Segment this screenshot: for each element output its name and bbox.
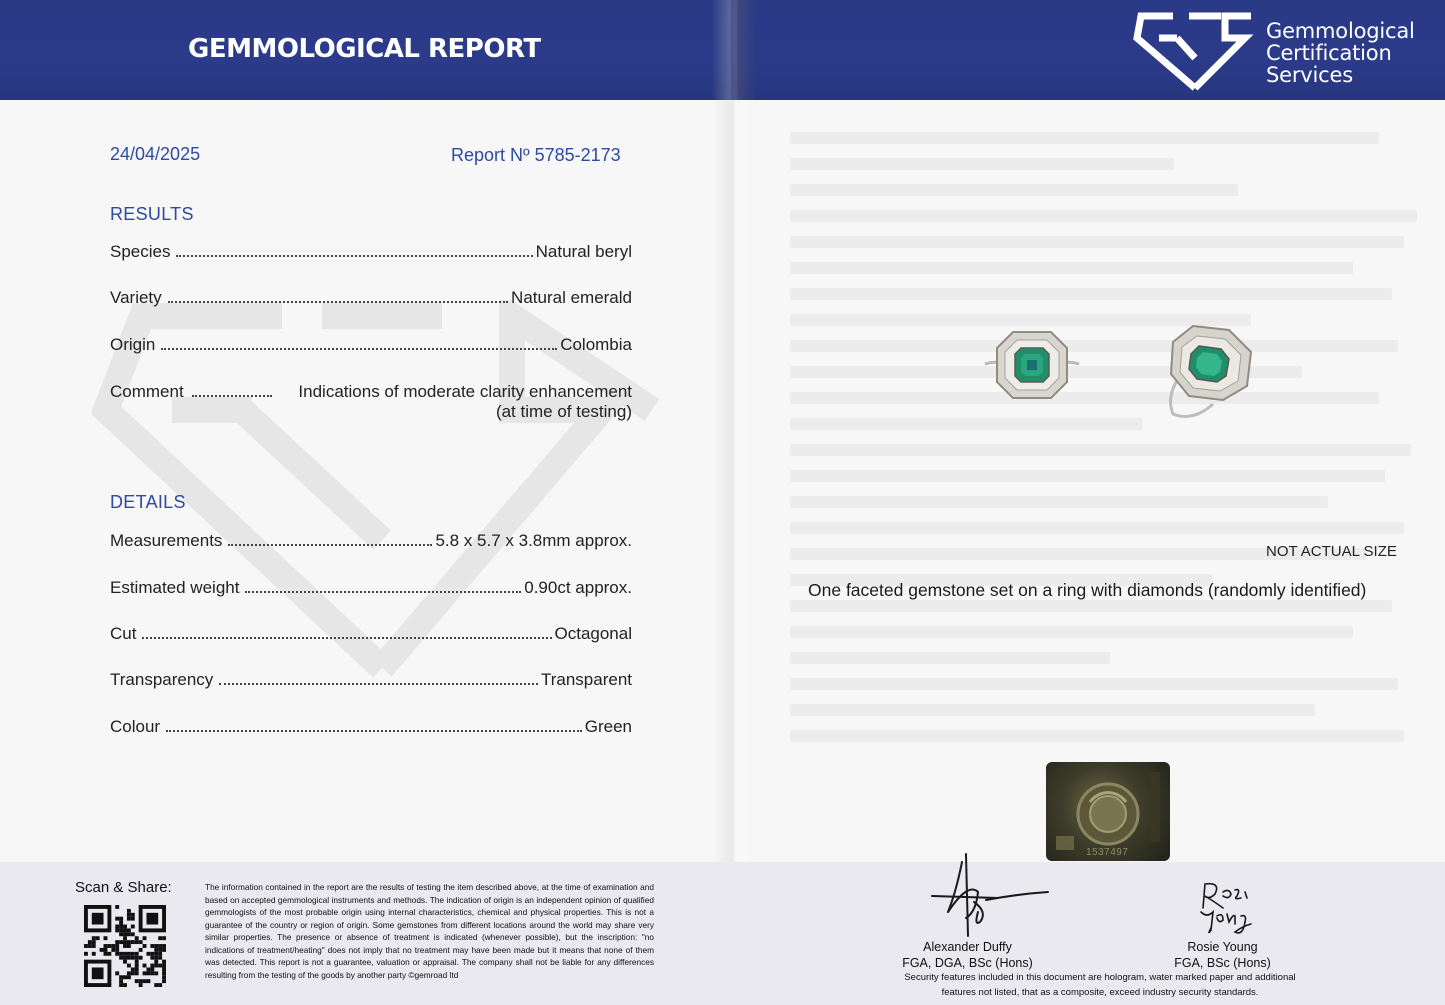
image-caption: One faceted gemstone set on a ring with diamonds (randomly identified) xyxy=(808,580,1367,600)
dot-leader xyxy=(228,544,432,546)
details-heading: DETAILS xyxy=(110,492,186,512)
report-date: 24/04/2025 xyxy=(110,144,201,164)
scan-share-label: Scan & Share: xyxy=(75,879,172,896)
result-row-species xyxy=(110,238,632,262)
row-label: Estimated weight xyxy=(110,578,240,597)
page-fold xyxy=(712,0,756,1005)
logo-company-name xyxy=(1266,20,1415,86)
signer-name: Alexander Duffy xyxy=(923,940,1012,954)
result-row-origin xyxy=(110,331,632,355)
security-line: Security features included in this document are hologram, water marked paper and additional xyxy=(904,972,1296,983)
disclaimer-text: The information contained in the report are the results of testing the item described above, at the time of examination and based on accepted gemmological instruments and methods. The indication of origin is an independent opinion of qualified gemmologists of the most probable origin using internal characteristics, chemical and physical properties. This is not a guarantee of the country or region of origin. Some gemstones from different locations around the world may share very similar properties. The presence or absence of treatment is indicated (whenever possible), but the inscription: "no indications of treatment/heating" does not imply that no treatment may have been made but it means that none of them was detected. This report is not a guarantee, valuation or appraisal. The company shall not be liable for any differences resulting from the testing of the goods by another party ©gemroad ltd xyxy=(205,882,654,980)
ring-photo-front-icon xyxy=(983,328,1081,402)
not-actual-size-note: NOT ACTUAL SIZE xyxy=(1266,543,1397,560)
security-line: features not listed, that as a composite, exceed industry security standards. xyxy=(941,987,1259,998)
row-value: 0.90ct approx. xyxy=(524,578,632,597)
logo-name-line: Services xyxy=(1266,63,1353,87)
signer-name: Rosie Young xyxy=(1187,940,1258,954)
row-value: Natural beryl xyxy=(535,242,632,261)
signature-rosie-young-icon xyxy=(1193,878,1259,938)
faint-background-terms xyxy=(790,132,1430,832)
row-value: Natural emerald xyxy=(511,288,632,307)
row-label: Cut xyxy=(110,624,137,643)
row-label: Species xyxy=(110,242,171,261)
report-title: GEMMOLOGICAL REPORT xyxy=(188,34,541,64)
dot-leader xyxy=(142,637,551,639)
dot-leader xyxy=(192,395,272,397)
row-label: Comment xyxy=(110,382,184,401)
row-value: Octagonal xyxy=(554,624,632,643)
row-value: Transparent xyxy=(540,670,632,689)
signer-credentials: FGA, DGA, BSc (Hons) xyxy=(902,956,1033,970)
result-row-comment xyxy=(110,378,632,426)
signature-alexander-duffy-icon xyxy=(928,852,1050,940)
dot-leader xyxy=(245,591,521,593)
row-value: Indications of moderate clarity enhancement xyxy=(298,382,632,401)
dot-leader xyxy=(161,348,557,350)
logo-name-line: Certification xyxy=(1266,41,1392,65)
row-value: 5.8 x 5.7 x 3.8mm approx. xyxy=(435,531,632,550)
ring-photo-angle-icon xyxy=(1163,324,1255,422)
row-label: Origin xyxy=(110,335,156,354)
dot-leader xyxy=(166,730,582,732)
row-value-continued: (at time of testing) xyxy=(495,402,632,421)
detail-row-measurements xyxy=(110,527,632,551)
row-label: Measurements xyxy=(110,531,223,550)
qr-code-icon[interactable] xyxy=(84,905,166,987)
dot-leader xyxy=(219,683,538,685)
gcs-logo-icon xyxy=(1133,8,1257,94)
row-value: Green xyxy=(584,717,632,736)
report-number: Report Nº 5785-2173 xyxy=(451,145,621,165)
detail-row-weight xyxy=(110,574,632,598)
results-heading: RESULTS xyxy=(110,204,194,224)
row-value: Colombia xyxy=(560,335,632,354)
signer-credentials: FGA, BSc (Hons) xyxy=(1174,956,1271,970)
signer-alexander-duffy xyxy=(895,939,1040,971)
result-row-variety xyxy=(110,284,632,308)
row-label: Variety xyxy=(110,288,162,307)
dot-leader xyxy=(176,255,532,257)
hologram-serial: 1537497 xyxy=(1086,847,1129,858)
detail-row-transparency xyxy=(110,666,632,690)
dot-leader xyxy=(168,301,508,303)
row-label: Colour xyxy=(110,717,161,736)
detail-row-cut xyxy=(110,620,632,644)
security-features-note xyxy=(870,970,1330,1000)
signer-rosie-young xyxy=(1165,939,1280,971)
logo-name-line: Gemmological xyxy=(1266,19,1415,43)
detail-row-colour xyxy=(110,713,632,737)
hologram-seal xyxy=(1046,762,1170,861)
row-label: Transparency xyxy=(110,670,214,689)
